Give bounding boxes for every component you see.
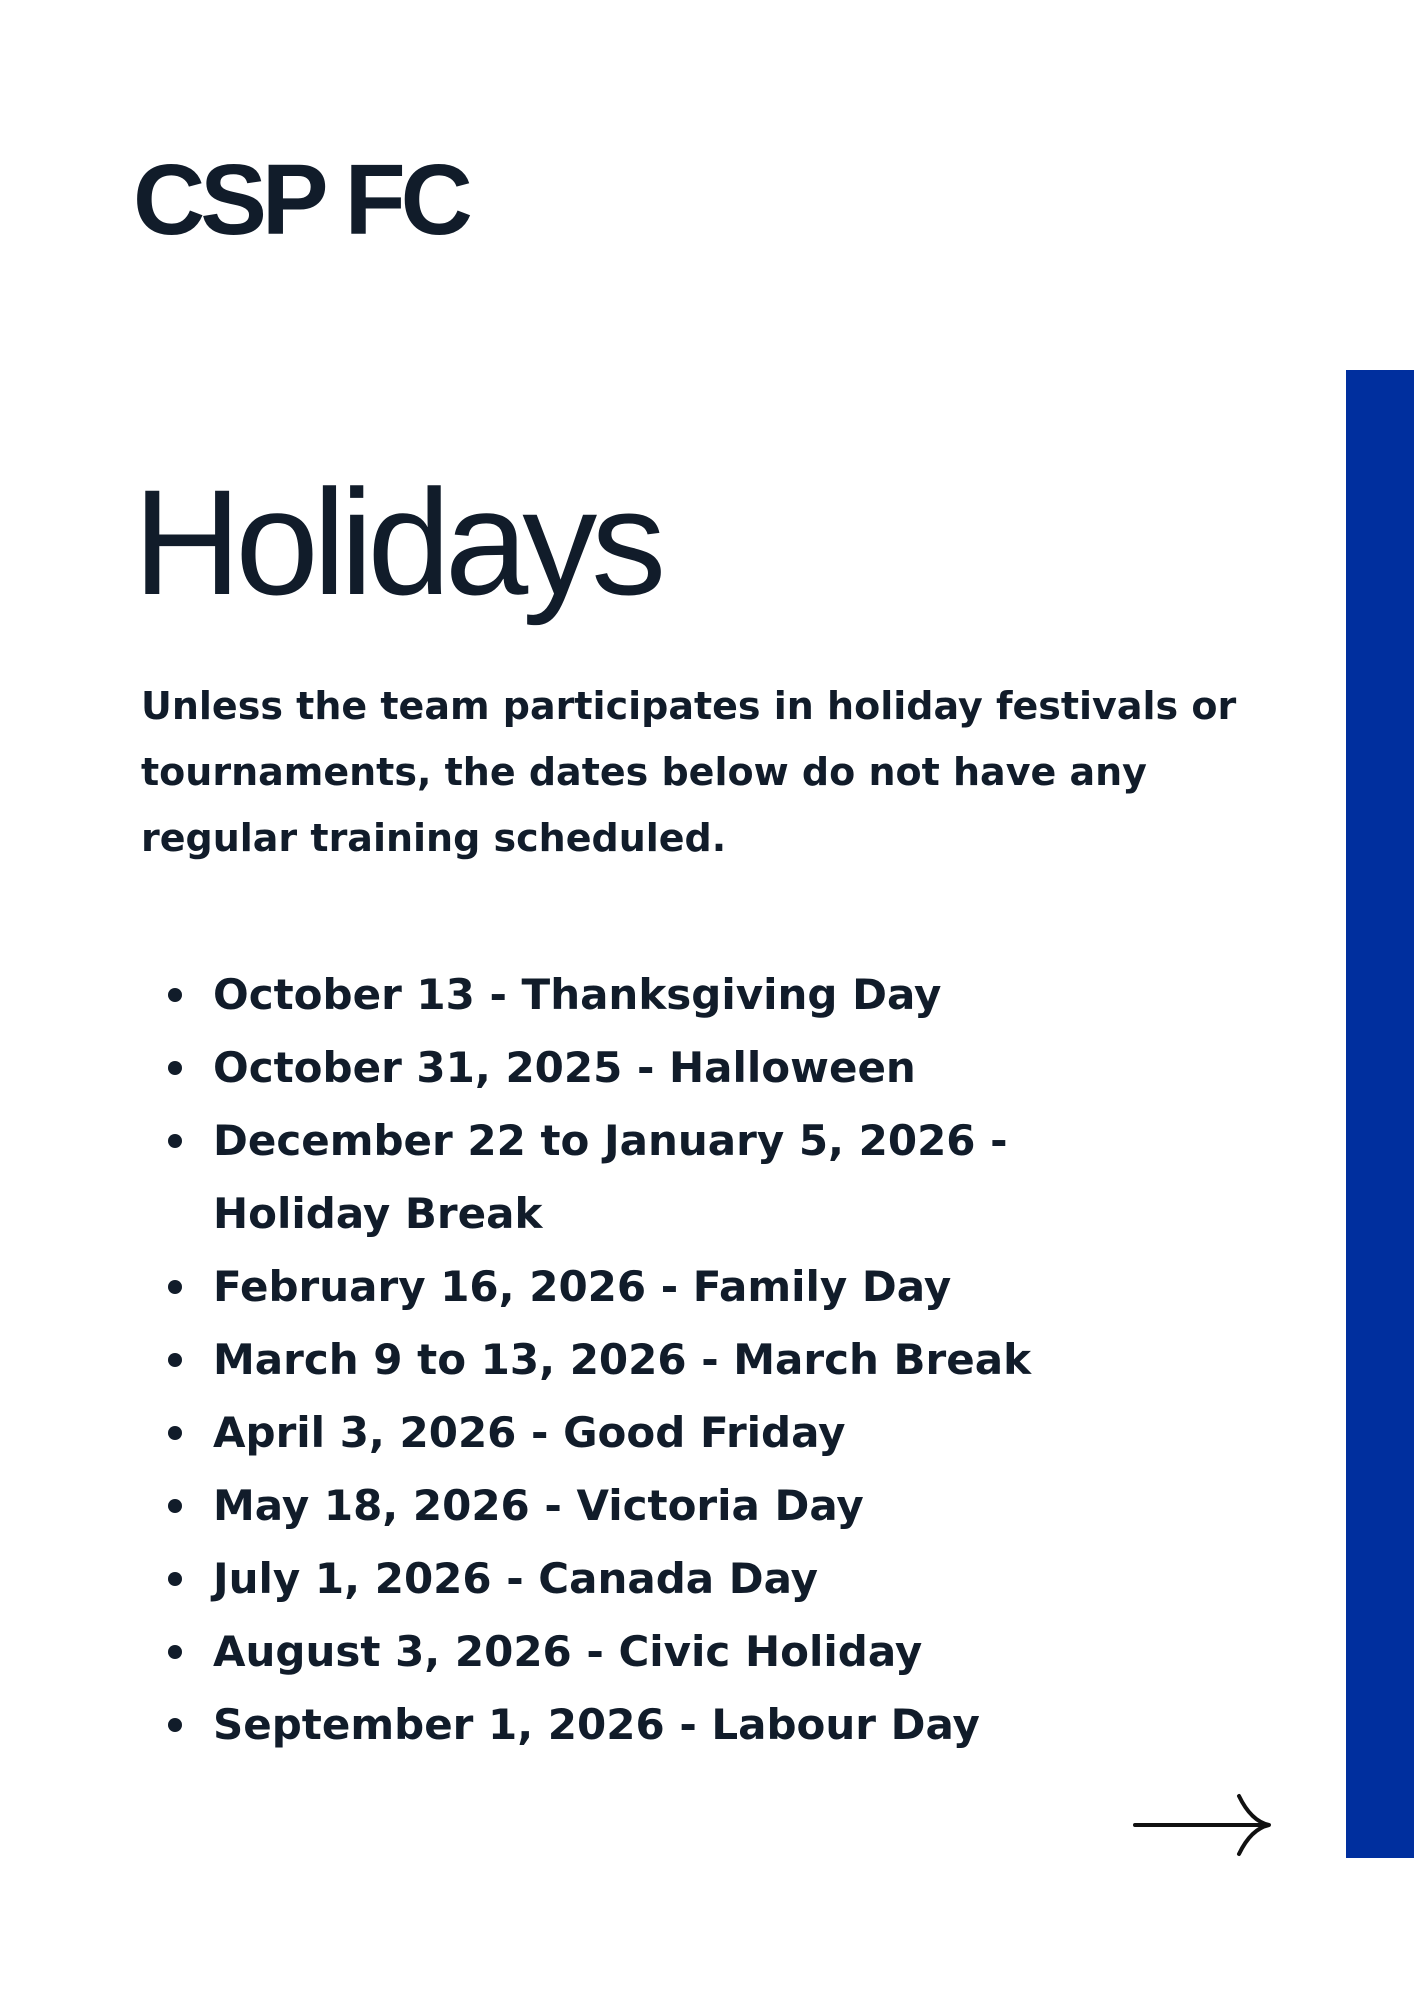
next-page-button[interactable] (1133, 1793, 1273, 1857)
page-title: Holidays (133, 458, 661, 626)
holiday-item-halloween: October 31, 2025 - Halloween (213, 1031, 1073, 1104)
club-logo: CSP FC (133, 144, 468, 256)
holiday-item-family-day: February 16, 2026 - Family Day (213, 1250, 1073, 1323)
holiday-item-good-friday: April 3, 2026 - Good Friday (213, 1396, 1073, 1469)
holiday-item-victoria-day: May 18, 2026 - Victoria Day (213, 1469, 1073, 1542)
holiday-item-march-break: March 9 to 13, 2026 - March Break (213, 1323, 1073, 1396)
holiday-list (213, 958, 1073, 1761)
accent-bar (1346, 370, 1414, 1858)
holiday-item-holiday-break: December 22 to January 5, 2026 - Holiday Break (213, 1104, 1073, 1250)
holiday-item-civic-holiday: August 3, 2026 - Civic Holiday (213, 1615, 1073, 1688)
holiday-item-labour-day: September 1, 2026 - Labour Day (213, 1688, 1073, 1761)
holiday-item-canada-day: July 1, 2026 - Canada Day (213, 1542, 1073, 1615)
intro-text: Unless the team participates in holiday festivals or tournaments, the dates below do not have any regular training scheduled. (141, 684, 1237, 860)
right-arrow-icon (1133, 1793, 1273, 1857)
holiday-item-thanksgiving: October 13 - Thanksgiving Day (213, 958, 1073, 1031)
